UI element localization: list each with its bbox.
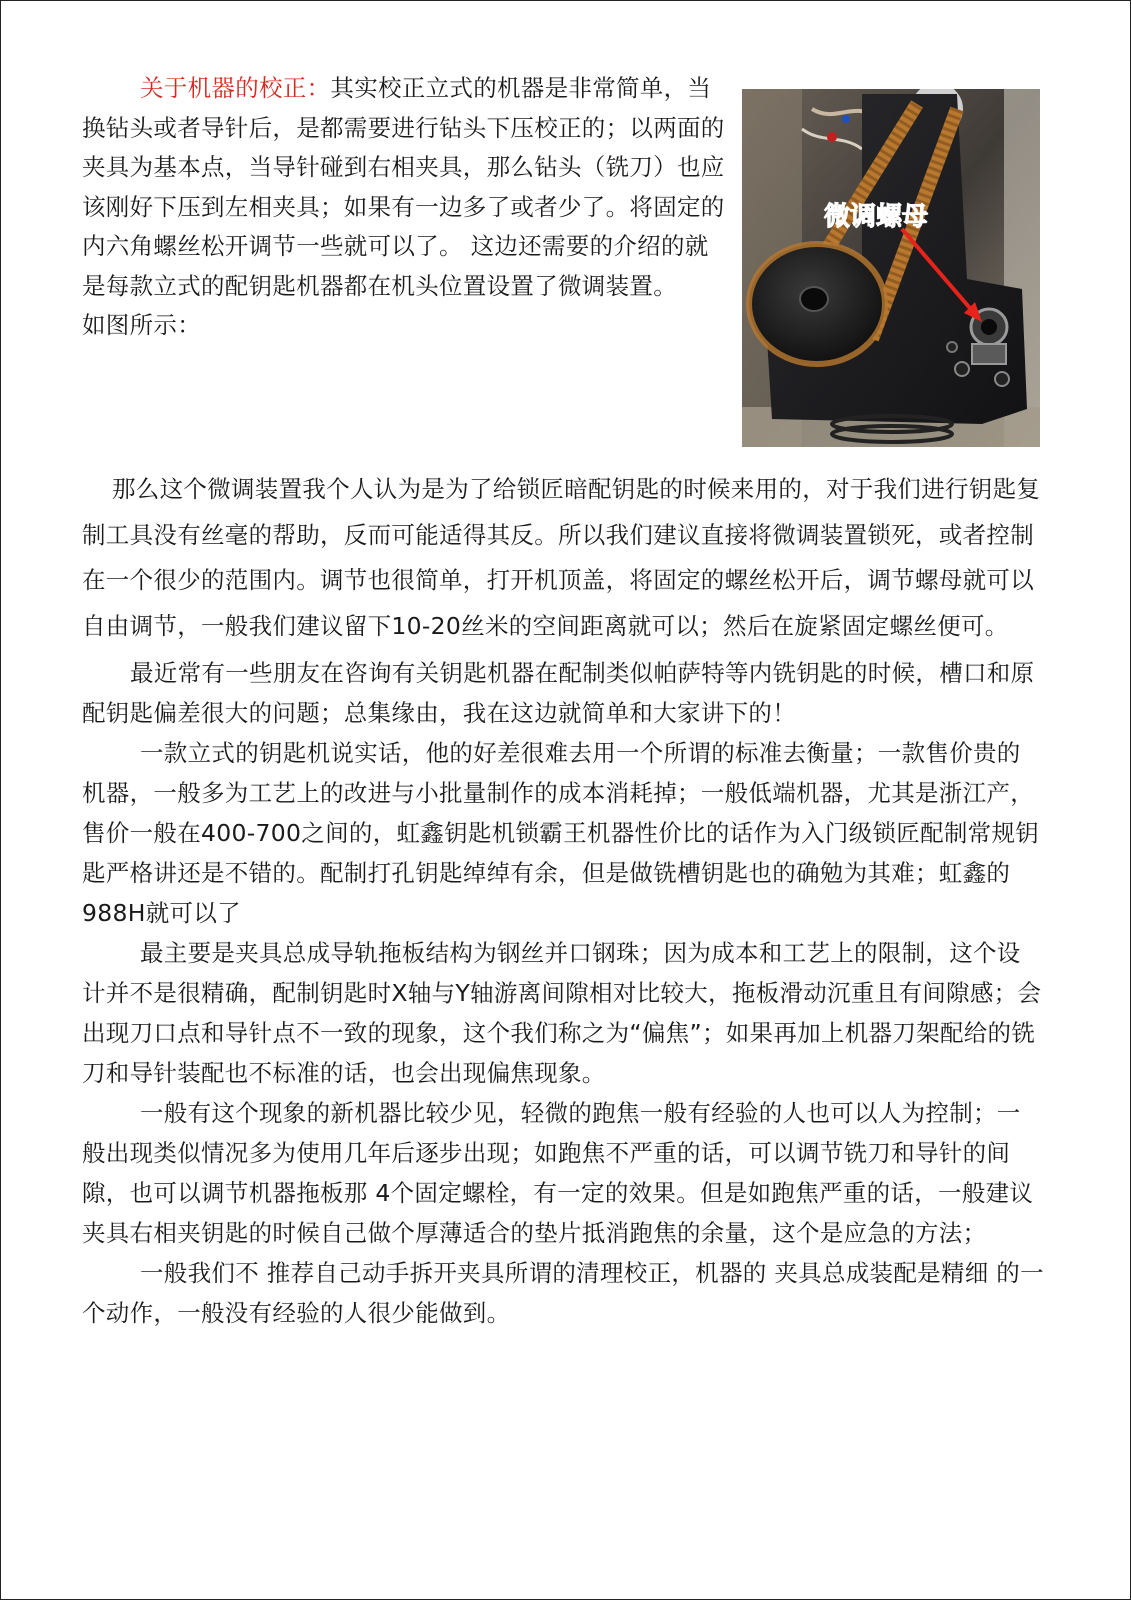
body-text bbox=[82, 467, 1044, 1333]
section-heading: 关于机器的校正： bbox=[140, 74, 331, 102]
paragraph-5: 一般有这个现象的新机器比较少见，轻微的跑焦一般有经验的人也可以人为控制；一般出现类似情况多为使用几年后逐步出现；如跑焦不严重的话，可以调节铣刀和导针的间隙，也可以调节机器拖板那 4个固定螺栓，有一定的效果。但是如跑焦严重的话，一般建议夹具右相夹钥匙的时候自己做个厚薄适合的垫片抵消跑焦的余量，这个是应急的方法； bbox=[82, 1099, 1034, 1247]
paragraph-6: 一般我们不 推荐自己动手拆开夹具所谓的清理校正，机器的 夹具总成装配是精细 的一个动作，一般没有经验的人很少能做到。 bbox=[82, 1259, 1044, 1327]
paragraph-2: 最近常有一些朋友在咨询有关钥匙机器在配制类似帕萨特等内铣钥匙的时候，槽口和原配钥匙偏差很大的问题；总集缘由，我在这边就简单和大家讲下的！ bbox=[82, 659, 1035, 727]
intro-text: 其实校正立式的机器是非常简单，当换钻头或者导针后，是都需要进行钻头下压校正的；以两面的夹具为基本点，当导针碰到右相夹具，那么钻头（铣刀）也应该刚好下压到左相夹具；如果有一边多了或者少了。将固定的内六角螺丝松开调节一些就可以了。 这边还需要的介绍的就是每款立式的配钥匙机器都在机头位置设置了微调装置。 bbox=[82, 74, 725, 300]
intro-paragraph bbox=[82, 69, 728, 306]
machine-photo bbox=[742, 89, 1040, 447]
paragraph-4: 最主要是夹具总成导轨拖板结构为钢丝并口钢珠；因为成本和工艺上的限制，这个设计并不是很精确，配制钥匙时X轴与Y轴游离间隙相对比较大，拖板滑动沉重且有间隙感；会出现刀口点和导针点不一致的现象，这个我们称之为“偏焦”；如果再加上机器刀架配给的铣刀和导针装配也不标准的话，也会出现偏焦现象。 bbox=[82, 939, 1042, 1087]
intro-section bbox=[82, 69, 728, 346]
paragraph-1: 那么这个微调装置我个人认为是为了给锁匠暗配钥匙的时候来用的，对于我们进行钥匙复制工具没有丝毫的帮助，反而可能适得其反。所以我们建议直接将微调装置锁死，或者控制在一个很少的范围内。调节也很简单，打开机顶盖，将固定的螺丝松开后，调节螺母就可以自由调节，一般我们建议留下10-20丝米的空间距离就可以；然后在旋紧固定螺丝便可。 bbox=[82, 475, 1041, 640]
figure-caption: 如图所示： bbox=[82, 311, 201, 339]
paragraph-3: 一款立式的钥匙机说实话，他的好差很难去用一个所谓的标准去衡量；一款售价贵的机器，一般多为工艺上的改进与小批量制作的成本消耗掉；一般低端机器，尤其是浙江产，售价一般在400-700之间的，虹鑫钥匙机锁霸王机器性价比的话作为入门级锁匠配制常规钥匙严格讲还是不错的。配制打孔钥匙绰绰有余，但是做铣槽钥匙也的确勉为其难；虹鑫的988H就可以了 bbox=[82, 739, 1040, 927]
photo-label: 微调螺母 bbox=[824, 202, 929, 232]
